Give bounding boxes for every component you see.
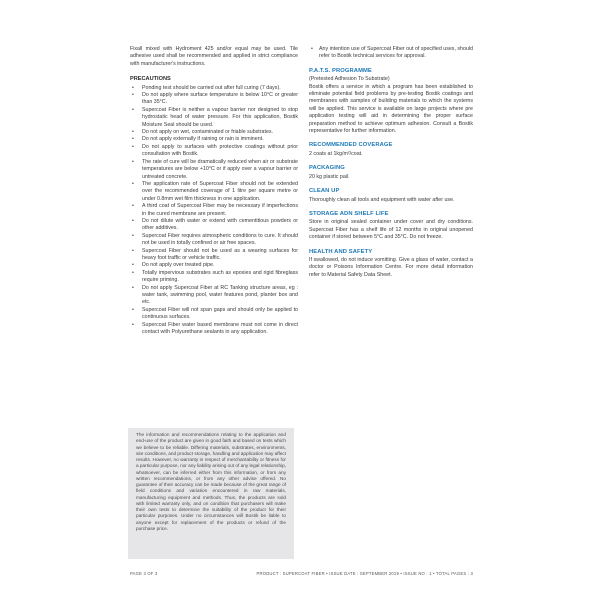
- storage-body: Store in original sealed container under cover and dry conditions. Supercoat Fiber has a shelf life of 12 months in original unopened container if stored between 5°C and 35°C. Do not freeze.: [309, 219, 473, 241]
- health-heading: HEALTH AND SAFETY: [309, 248, 373, 255]
- intro-paragraph: Fixall mixed with Hydroment 425 and/or equal may be used. Tile adhesive used shall be recommended and applied in strict compliance with manufacturer's instructions.: [130, 46, 298, 67]
- list-item: • Supercoat Fiber is neither a vapour barrier nor designed to stop hydrostatic head of water pressure. For this application, Bostik Moisture Seal should be used.: [130, 107, 298, 129]
- health-body: If swallowed, do not induce vomitting. Give a glass of water, contact a doctor or Poisons Information Centre. For more detail information refer to Material Safety Data Sheet.: [309, 256, 473, 278]
- coverage-body: 2 coats at 1kg/m²/coat.: [309, 150, 363, 157]
- product-info: PRODUCT : SUPERCOAT FIBER • ISSUE DATE : SEPTEMBER 2019 • ISSUE NO : 1 • TOTAL PAGES : 3: [256, 571, 473, 576]
- list-item: • Do not apply over treated pipe.: [130, 262, 298, 269]
- right-column: [309, 46, 473, 279]
- precautions-heading: PRECAUTIONS: [130, 76, 171, 83]
- list-item: • The rate of cure will be dramatically reduced when air or substrate temperatures are below +10°C or if apply over a vapour barrier or untreated concrete.: [130, 159, 298, 181]
- list-item: • Ponding test should be carried out after full curing (7 days).: [130, 85, 298, 92]
- storage-heading: STORAGE ADN SHELF LIFE: [309, 210, 389, 217]
- usage-note-list: [309, 46, 473, 61]
- list-item: • Supercoat Fiber should not be used as a wearing surfaces for heavy foot traffic or vehicle traffic.: [130, 248, 298, 263]
- list-item: • Do not apply where surface temperature is below 10°C or greater than 35°C.: [130, 92, 298, 107]
- packaging-heading: PACKAGING: [309, 165, 345, 172]
- pats-subtitle: (Pretested Adhesion To Substrate): [309, 76, 390, 83]
- pats-heading: P.A.T.S. PROGRAMME: [309, 67, 372, 74]
- list-item: • Do not dilute with water or extend with cementitious powders or other additives.: [130, 218, 298, 233]
- list-item: • Do not apply to surfaces with protective coatings without prior consultation with Bostik.: [130, 144, 298, 159]
- list-item: • A third coat of Supercoat Fiber may be necessary if imperfections in the cured membrane are present.: [130, 203, 298, 218]
- list-item: • Do not apply on wet, contaminated or friable substrates.: [130, 129, 298, 136]
- packaging-body: 20 kg plastic pail.: [309, 173, 350, 180]
- list-item: • Supercoat Fiber requires atmospheric conditions to cure. It should not be used in totally confined or air free spaces.: [130, 233, 298, 248]
- list-item: • Totally impervious substrates such as epoxies and rigid fibreglass require priming.: [130, 270, 298, 285]
- pats-body: Bostik offers a service in which a program has been established to eliminate potential field problems by pre-testing Bostik coatings and membranes with samples of building materials to which the systems will be applied. This service is available on large projects where pre application testing will aid in determining the proper surface preparation method to achieve optimum adhesion. Consult a Bostik representative for further information.: [309, 83, 473, 135]
- list-item: • Do not apply externally if raining or rain is imminent.: [130, 136, 298, 143]
- cleanup-body: Thoroughly clean all tools and equipment with water after use.: [309, 196, 455, 203]
- left-column: [130, 46, 298, 336]
- page-number: PAGE 3 OF 3: [130, 571, 158, 576]
- disclaimer-box: The information and recommendations relating to the application and end-use of the product are given in good faith and based on tests which we believe to be reliable. Differing materials, substrates, environments, site conditions, and product storage, handling and application may affect results. However, no warranty in respect of merchantability or fitness for a particular purpose, nor any liability arising out of any legal relationship, whatsoever, can be inferred either from this information, or from any written recommendations, or from any other advise offered. No guarantee of their accuracy can be made because of the great range of field conditions and variation encountered in raw materials, manufacturing equipment and methods. Thus, the products are sold with limited warranty only, and on condition that purchasers will make their own tests to determine the suitability of the product for their particular purposes. Under no circumstances will Bostik be liable to anyone except for replacement of the products or refund of the purchase price.: [128, 428, 294, 559]
- list-item: • Do not apply Supercoat Fiber at RC Tanking structure areas, eg : water tank, swimming pool, water features pond, planter box and etc.: [130, 285, 298, 307]
- coverage-heading: RECOMMENDED COVERAGE: [309, 142, 393, 149]
- list-item: • The application rate of Supercoat Fiber should not be extended over the recommended coverage of 1 litre per square metre or under 0.8mm wet film thickness in one application.: [130, 181, 298, 203]
- list-item: • Supercoat Fiber will not span gaps and should only be applied to continuous surfaces.: [130, 307, 298, 322]
- precautions-list: [130, 85, 298, 337]
- list-item: • Supercoat Fiber water based membrane must not come in direct contact with Polyurethane sealants in any application.: [130, 322, 298, 337]
- list-item: • Any intention use of Supercoat Fiber out of specified uses, should refer to Bostik technical services for approval.: [309, 46, 473, 61]
- cleanup-heading: CLEAN UP: [309, 188, 340, 195]
